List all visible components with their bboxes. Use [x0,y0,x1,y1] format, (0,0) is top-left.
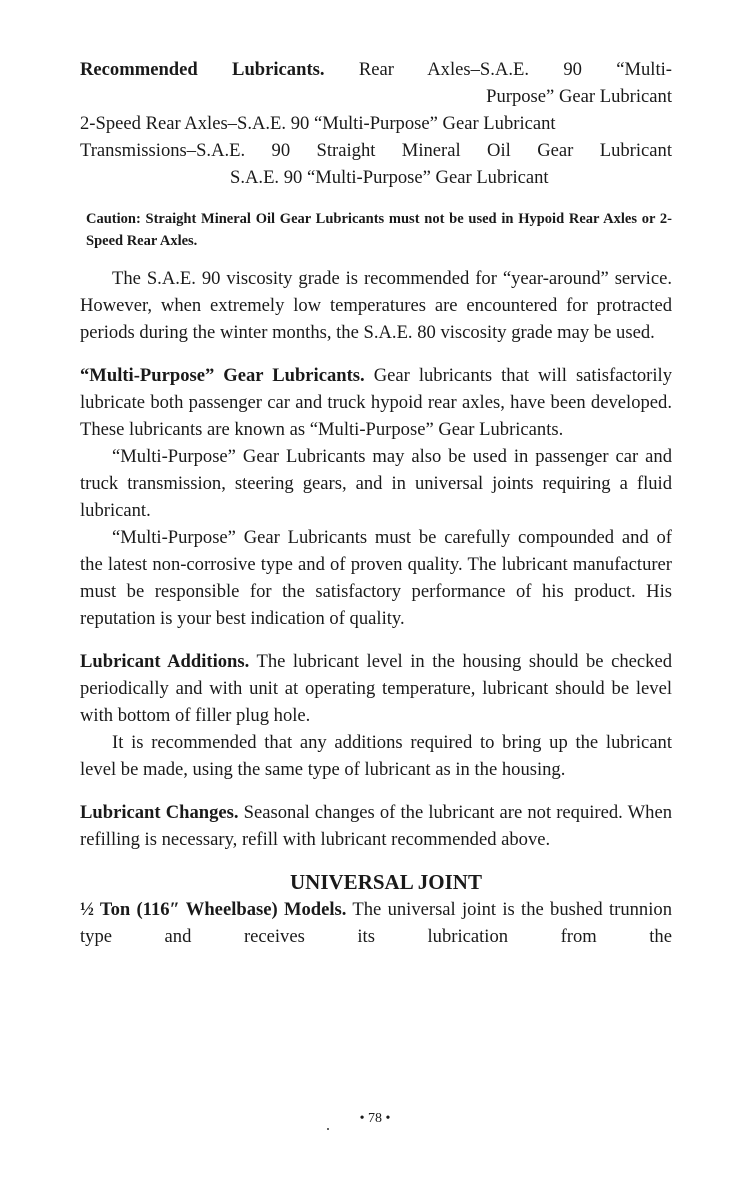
changes-heading: Lubricant Changes. [80,802,239,823]
additions-heading: Lubricant Additions. [80,651,250,672]
recommended-line-5: S.A.E. 90 “Multi-Purpose” Gear Lubricant [230,167,549,188]
page-number: • 78 • [359,1111,391,1126]
universal-joint-paragraph: ½ Ton (116″ Wheelbase) Models. The universal joint is the bushed trunnion type and receives its lubrication from the [80,899,672,947]
recommended-heading: Recommended Lubricants. [80,59,325,80]
recommended-line-2: Purpose” Gear Lubricant [486,86,672,107]
changes-paragraph: Lubricant Changes. Seasonal changes of the lubricant are not required. When refilling is necessary, refill with lubricant recommended above. [80,802,672,850]
caution-note: Caution: Straight Mineral Oil Gear Lubricants must not be used in Hypoid Rear Axles or 2-Speed Rear Axles. [86,211,672,249]
additions-paragraph-2: It is recommended that any additions required to bring up the lubricant level be made, using the same type of lubricant as in the housing. [80,732,672,780]
universal-joint-title: UNIVERSAL JOINT [290,870,482,894]
multipurpose-paragraph-2: “Multi-Purpose” Gear Lubricants may also be used in passenger car and truck transmission, steering gears, and in universal joints requiring a fluid lubricant. [80,446,672,521]
viscosity-paragraph: The S.A.E. 90 viscosity grade is recommended for “year-around” service. However, when extremely low temperatures are encountered for protracted periods during the winter months, the S.A.E. 80 viscosity grade may be used. [80,268,672,343]
recommended-line-3: 2-Speed Rear Axles–S.A.E. 90 “Multi-Purpose” Gear Lubricant [80,113,556,134]
recommended-line-4: Transmissions–S.A.E. 90 Straight Mineral Oil Gear Lubricant [80,140,672,161]
recommended-lubricants-section [80,56,672,191]
recommended-line-1: Recommended Lubricants. Rear Axles–S.A.E. 90 “Multi- [80,59,672,80]
multipurpose-heading: “Multi-Purpose” Gear Lubricants. [80,365,365,386]
scan-speck [327,1128,329,1130]
multipurpose-paragraph-1: “Multi-Purpose” Gear Lubricants. Gear lubricants that will satisfactorily lubricate both passenger car and truck hypoid rear axles, have been developed. These lubricants are known as “Multi-Purpose” Gear Lubricants. [80,365,672,440]
universal-joint-subheading: ½ Ton (116″ Wheelbase) Models. [80,899,347,920]
document-page [80,56,672,950]
additions-paragraph-1: Lubricant Additions. The lubricant level in the housing should be checked periodically and with unit at operating temperature, lubricant should be level with bottom of filler plug hole. [80,651,673,726]
multipurpose-paragraph-3: “Multi-Purpose” Gear Lubricants must be carefully compounded and of the latest non-corrosive type and of proven quality. The lubricant manufacturer must be responsible for the satisfactory performance of his product. His reputation is your best indication of quality. [80,527,672,629]
